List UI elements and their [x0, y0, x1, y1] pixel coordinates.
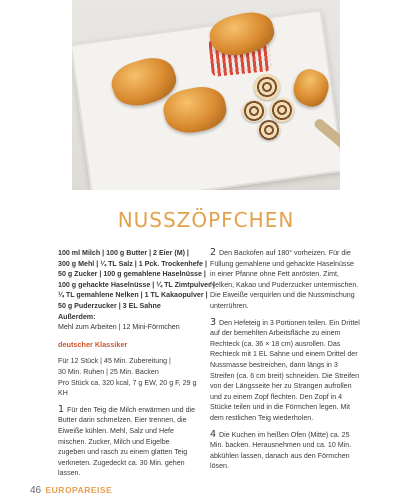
additional-heading: Außerdem:: [58, 312, 96, 321]
bun-slice: [242, 100, 266, 122]
meta-line: 30 Min. Ruhen | 25 Min. Backen: [58, 367, 159, 376]
recipe-subtitle: deutscher Klassiker: [58, 339, 128, 349]
step-text: Den Hefeteig in 3 Portionen teilen. Ein Drittel auf der bemehlten Arbeitsfläche zu einem Rechteck (ca. 36 × 18 cm) ausrollen. Das Rechteck mit 1 EL Sahne und einem Drittel der Nussmasse bestreichen, dann längs in 3 Streifen (ca. 6 cm breit) schneiden. Die Streifen von der Längsseite her zu Strangen aufrollen und zu einem Zopf flechten. Den Zopf in 4 Stücke teilen und in die Förmchen legen. Mit dem restlichen Teig wiederholen.: [210, 318, 360, 422]
ingredient-list: [58, 248, 215, 333]
ingredient-line: 50 g Puderzucker | 3 EL Sahne: [58, 301, 161, 310]
right-column: [210, 248, 360, 477]
step-text: Die Kuchen im heißen Ofen (Mitte) ca. 25 Min. backen. Herausnehmen und ca. 10 Min. abkühlen lassen, danach aus den Förmchen lösen.: [210, 430, 352, 471]
step-number: 2: [210, 247, 217, 258]
ingredient-line: 100 ml Milch | 100 g Butter | 2 Eier (M) |: [58, 249, 189, 257]
ingredient-line: ¼ TL gemahlene Nelken | 1 TL Kakaopulver |: [58, 291, 208, 300]
step-2: [210, 248, 360, 312]
step-4: [210, 430, 360, 472]
bun-slice: [258, 120, 280, 140]
step-text: Den Backofen auf 180° vorheizen. Für die Füllung gemahlene und gehackte Haselnüsse in einer Pfanne ohne Fett anrösten. Zimt, Nelken, Kakao und Puderzucker untermischen. Die Eiweiße verquirlen und die Nussmischung unterrühren.: [210, 249, 359, 310]
additional-items: Mehl zum Arbeiten | 12 Mini-Förmchen: [58, 323, 180, 332]
meta-line: Für 12 Stück | 45 Min. Zubereitung |: [58, 357, 171, 366]
section-label: EUROPAREISE: [45, 485, 113, 495]
step-number: 3: [210, 316, 217, 328]
ingredient-line: 50 g Zucker | 100 g gemahlene Haselnüsse |: [58, 270, 206, 279]
step-3: [210, 318, 360, 424]
page-footer: [30, 485, 112, 496]
meta-line: Pro Stück ca. 320 kcal, 7 g EW, 20 g F, 29 g KH: [58, 378, 197, 398]
step-number: 4: [210, 428, 217, 440]
step-number: 1: [58, 403, 65, 415]
left-column: [58, 248, 215, 484]
recipe-title: NUSSZÖPFCHEN: [117, 208, 295, 232]
ingredient-line: 100 g gehackte Haselnüsse | ¼ TL Zimtpulver |: [58, 280, 215, 289]
step-text: Für den Teig die Milch erwärmen und die Butter darin schmelzen. Eier trennen, die Eiweiße kühlen. Mehl, Salz und Hefe mischen. Zucker, Milch und Eigelbe zugeben und rasch zu einem glatten Teig verkneten. Zugedeckt ca. 30 Min. gehen lassen.: [58, 405, 196, 478]
bun-slice: [270, 98, 294, 122]
ingredient-line: 300 g Mehl | ¼ TL Salz | 1 Pck. Trockenhefe |: [58, 259, 207, 268]
page-number: 46: [30, 485, 42, 496]
step-1: [58, 405, 198, 479]
recipe-photo: [72, 0, 340, 190]
recipe-meta: [58, 356, 198, 398]
bun-slice: [254, 74, 280, 100]
